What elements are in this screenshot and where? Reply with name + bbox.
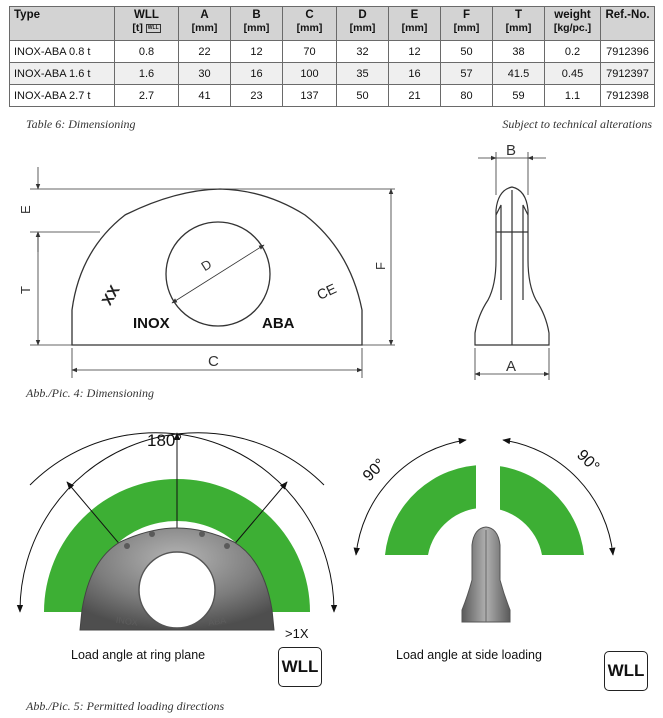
front-mark-ce: CE bbox=[314, 280, 339, 303]
header-e: E [mm] bbox=[389, 7, 441, 41]
ring-engrave-left: INOX bbox=[115, 614, 139, 628]
dim-label-d: D bbox=[198, 256, 215, 275]
ring-engrave-right: ABA bbox=[207, 615, 227, 628]
label-side-loading: Load angle at side loading bbox=[396, 648, 542, 662]
front-mark-xx: XX bbox=[98, 282, 124, 309]
load-factor: >1X bbox=[285, 626, 309, 641]
alterations-note: Subject to technical alterations bbox=[502, 117, 652, 131]
ring-plane-load-diagram bbox=[20, 433, 334, 630]
pic5-caption: Abb./Pic. 5: Permitted loading directions bbox=[26, 699, 225, 713]
header-c: C [mm] bbox=[283, 7, 337, 41]
dim-label-a: A bbox=[506, 358, 517, 375]
angle-side-right: 90° bbox=[573, 446, 603, 476]
label-ring-plane: Load angle at ring plane bbox=[71, 648, 206, 662]
wll-mini-icon: WLL bbox=[147, 24, 159, 31]
header-b: B [mm] bbox=[231, 7, 283, 41]
table-caption: Table 6: Dimensioning bbox=[26, 117, 136, 131]
dim-label-f: F bbox=[373, 262, 388, 270]
wll-badge-side: WLL bbox=[604, 651, 648, 691]
dim-label-b: B bbox=[506, 142, 517, 159]
dim-label-t: T bbox=[18, 286, 33, 294]
header-d: D [mm] bbox=[337, 7, 389, 41]
dim-label-c: C bbox=[208, 353, 219, 370]
header-f: F [mm] bbox=[441, 7, 493, 41]
side-view-drawing bbox=[475, 187, 549, 345]
brand-right: ABA bbox=[262, 315, 295, 332]
table-row: INOX-ABA 1.6 t 1.6 30 16 100 35 16 57 41.5 0.45 7912397 bbox=[10, 63, 655, 85]
header-ref: Ref.-No. bbox=[601, 7, 655, 41]
table-row: INOX-ABA 2.7 t 2.7 41 23 137 50 21 80 59 1.1 7912398 bbox=[10, 85, 655, 107]
header-a: A [mm] bbox=[179, 7, 231, 41]
side-loading-diagram bbox=[356, 440, 613, 622]
dim-label-e: E bbox=[18, 205, 33, 214]
front-view-drawing bbox=[72, 189, 362, 345]
angle-180: 180° bbox=[147, 431, 183, 450]
brand-left: INOX bbox=[133, 315, 170, 332]
wll-badge-ring: WLL bbox=[278, 647, 322, 687]
header-t: T [mm] bbox=[493, 7, 545, 41]
angle-side-left: 90° bbox=[359, 455, 390, 485]
header-weight: weight [kg/pc.] bbox=[545, 7, 601, 41]
table-row: INOX-ABA 0.8 t 0.8 22 12 70 32 12 50 38 0.2 7912396 bbox=[10, 41, 655, 63]
header-wll: WLL [t] WLL bbox=[115, 7, 179, 41]
pic4-caption: Abb./Pic. 4: Dimensioning bbox=[26, 386, 154, 400]
header-type: Type bbox=[10, 7, 115, 41]
